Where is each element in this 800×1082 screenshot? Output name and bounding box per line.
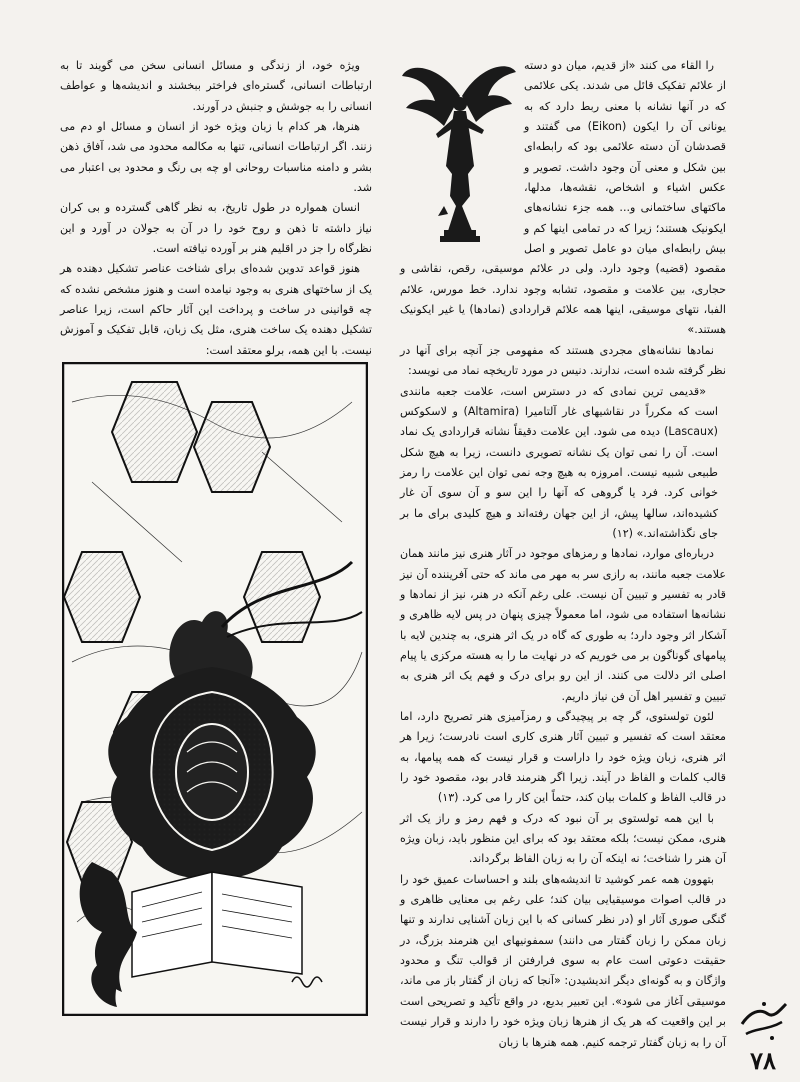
paragraph: ویژه خود، از زندگی و مسائل انسانی سخن می گویند تا به ارتباطات انسانی، گستره‌ای فراختر ببخشند و اندیشه‌ها و عواطف انسانی را به جوشش و جنبش در آورند.	[60, 59, 372, 113]
paragraph: با این همه تولستوی بر آن نبود که درک و فهم رمز و راز یک اثر هنری، ممکن نیست؛ بلکه معتقد بود که برای این منظور باید، زبان ویژه آن هنر را شناخت؛ نه اینکه آن را به زبان الفاظ برگرداند.	[400, 811, 726, 866]
paragraph: بتهوون همه عمر کوشید تا اندیشه‌های بلند و احساسات عمیق خود را در قالب اصوات موسیقیایی بیان کند؛ علی رغم بی معنایی ظاهری و گنگی صوری آثار او (در نظر کسانی که با این زبان آشنایی ندارند و تنها زبان ممکن را زبان گفتار می دانند) سمفونیهای این هنرمند بزرگ، در حقیقت دعوتی است عام به سوی فرارفتن از قوالب تنگ و محدود واژگان و به گونه‌ای دیگر اندیشیدن: «آنجا که زبان از گفتار باز می ماند، موسیقی آغاز می شود». این تعبیر بدیع، در واقع تأکید و تصریحی است بر این واقعیت که هر یک از هنرها زبان ویژه خود را دارند و قرار نیست آن را به زبان گفتار ترجمه کنیم. همه هنرها با زبان	[400, 872, 726, 1049]
collage-artwork-icon	[62, 362, 368, 1016]
paragraph: هنوز قواعد تدوین شده‌ای برای شناخت عناصر تشکیل دهنده هر یک از ساختهای هنری به وجود نیامده است و هنوز مشخص نشده که چه قوانینی در ساخت و پرداخت این آثار حاکم است، زیرا عناصر تشکیل دهنده یک ساخت هنری، مثل یک زبان، قابل تفکیک و آموزش نیست. با این همه، برلو معتقد است:	[60, 262, 372, 357]
calligraphy-logo-icon	[738, 994, 790, 1044]
magazine-logo	[738, 994, 790, 1044]
ornamental-collage-illustration	[62, 362, 368, 1016]
paragraph: درباره‌ای موارد، نمادها و رمزهای موجود در آثار هنری نیز مانند همان علامت جعبه مانند، به رازی سر به مهر می ماند که حتی آفریننده آن نیز قادر به تفسیر و تبیین آن نیست. علی رغم آنکه در هنر، نیز از نمادها و نشانه‌ها استفاده می شود، اما معمولاً چیزی پنهان در پس لایه ظاهری و آشکار اثر وجود دارد؛ به طوری که گاه در یک اثر هنری، به چندین لایه با پیامهای گوناگون بر می خوریم که در نهایت ما را به هسته مرکزی یا پیام اصلی اثر دلالت می کنند. از این رو برای درک و فهم یک اثر هنری به تبیین و تفسیر اهل آن فن نیاز داریم.	[400, 547, 726, 703]
paragraph: نمادها نشانه‌های مجردی هستند که مفهومی جز آنچه برای آنها در نظر گرفته شده است، ندارند. دنیس در مورد تاریخچه نماد می نویسد:	[400, 343, 726, 378]
paragraph: «قدیمی ترین نمادی که در دسترس است، علامت جعبه مانندی است که مکرراً در نقاشیهای غار آلتامیرا (Altamira) و لاسکوکس (Lascaux) دیده می شود. این علامت دقیقاً نشانه قراردادی یک نماد است. آن را نمی توان یک نشانه تصویری دانست، زیرا به هیچ شکل طبیعی شبیه نیست. امروزه به هیچ وجه نمی توان این علامت را رمز خوانی کرد. فرد یا گروهی که آنها را این سو و آن سوی آن غار کشیده‌اند، سالها پیش، از این جهان رفته‌اند و هیچ کلیدی برای ما بر جای نگذاشته‌اند.» (۱۲)	[400, 384, 718, 540]
paragraph: را القاء می کنند «از قدیم، میان دو دسته از علائم تفکیک قائل می شدند. یکی علائمی که در آنها نشانه با معنی ربط دارد که به یونانی آن را ایکون (Eikon) می گفتند و قصدشان آن دسته علائمی بود که رابطه‌ای بین شکل و معنی آن وجود داشت. تصویر و عکس اشیاء و اشخاص، نقشه‌ها، مدلها، ماکتهای ساختمانی و... همه جزء نشانه‌های ایکونیک هستند؛ زیرا که در تمامی اینها کم و بیش رابطه‌ای میان دو عامل تصویر و اصل مقصود (قضیه) وجود دارد. ولی در علائم موسیقی، رقص، نقاشی و حجاری، بین علامت و مقصود، تشابه وجود ندارد. خط مورس، علائم الفبا، نتهای موسیقی، اینها همه علائم قراردادی (نمادها) یا غیر ایکونیک هستند.»	[400, 59, 726, 337]
page-number: ۷۸	[750, 1046, 776, 1075]
paragraph: لئون تولستوی، گر چه بر پیچیدگی و رمزآمیزی هنر تصریح دارد، اما معتقد است که تفسیر و تبیین آثار هنری کاری است نادرست؛ زیرا هر اثر هنری، زبان ویژه خود را داراست و قرار نیست که همه پیامها، به قالب کلمات و الفاظ در آیند. زیرا اگر هنرمند قادر بود، مقصود خود را در قالب الفاظ و کلمات بیان کند، حتماً این کار را می کرد. (۱۳)	[400, 710, 726, 805]
right-text-column	[400, 56, 726, 1053]
paragraph: انسان همواره در طول تاریخ، به نظر گاهی گسترده و بی کران نیاز داشته تا ذهن و روح خود را در آن به جولان در آورد و این نظرگاه را جز در اقلیم هنر بر آورده نیافته است.	[60, 201, 372, 256]
angel-statue-icon	[400, 56, 518, 246]
left-text-column	[60, 56, 372, 382]
block-quote	[400, 382, 726, 545]
angel-silhouette	[400, 56, 518, 246]
paragraph: هنرها، هر کدام با زبان ویژه خود از انسان و مسائل او دم می زنند. اگر ارتباطات انسانی، تنها به مکالمه محدود می شد، آفاق ذهن بشر و دامنه مناسبات روحانی او چه بی رنگ و محدود بی اعتبار می شد.	[60, 120, 372, 195]
